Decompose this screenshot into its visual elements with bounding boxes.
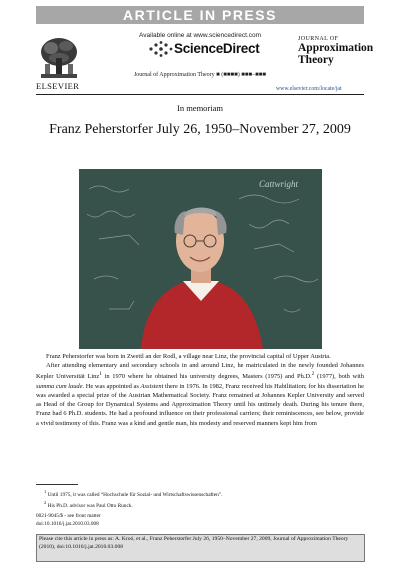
article-body <box>36 352 364 428</box>
available-online-text: Available online at www.sciencedirect.com <box>139 32 261 39</box>
journal-logo-title: Approximation Theory <box>298 42 374 66</box>
body-paragraph-2: After attending elementary and secondary schools in and around Linz, he matriculated in the newly founded Johannes Kepler Universität Linz$^1$ in 1970 where he obtained his university degrees, Masters (1975) and Ph.D.$^2$ (1977), both with summa cum laude. He was appointed as Assistent there in 1976. In 1982, Franz received his Habilitation; for his dissertation he was awarded a special prize of the Austrian Mathematical Society. Franz remained at Johannes Kepler University and served as Head of the Group for Dynamical Systems and Approximation Theory until his untimely death. During his tenure there, Franz had 6 Ph.D. students. He had a profound influence on their professional carriers; their reminiscences, see below, provide a vivid testimony of this. Franz was a kind and gentle man, his modesty and reserved manners kept him from <box>36 362 364 427</box>
journal-citation-line: Journal of Approximation Theory ■ (■■■■) ■■■–■■■ <box>133 72 267 78</box>
front-matter-info <box>36 513 101 528</box>
article-in-press-banner: ARTICLE IN PRESS <box>36 6 364 24</box>
portrait-photo <box>79 169 322 349</box>
article-title: Franz Peherstorfer July 26, 1950–November 27, 2009 <box>49 122 351 137</box>
body-paragraph-1: Franz Peherstorfer was born in Zwettl an der Rodl, a village near Linz, the provincial capital of Upper Austria. <box>46 353 331 360</box>
publisher-name: ELSEVIER <box>36 81 80 91</box>
journal-logo <box>298 36 374 66</box>
footnote-divider <box>36 484 78 485</box>
citation-box: Please cite this article in press as: A. Kroó, et al., Franz Peherstorfer July 26, 1950–November 27, 2009, Journal of Approximation Theory (2010), doi:10.1016/j.jat.2010.03.008 <box>36 534 365 562</box>
doi-line[interactable]: doi:10.1016/j.jat.2010.03.008 <box>36 520 99 527</box>
footnotes <box>36 488 364 511</box>
footnote-1: $^1$ Until 1975, it was called “Hochschule für Sozial- und Wirtschaftswissenschaften”. <box>44 489 223 498</box>
footnote-2: $^2$ His Ph.D. advisor was Paul Otto Runck. <box>44 500 133 510</box>
journal-url-link[interactable]: www.elsevier.com/locate/jat <box>276 86 342 92</box>
issn-line: 0021-9045/$ - see front matter <box>36 513 101 519</box>
sciencedirect-dots-icon <box>147 40 173 58</box>
header-divider <box>36 94 364 95</box>
journal-logo-small: JOURNAL OF <box>298 36 339 42</box>
sciencedirect-wordmark: ScienceDirect <box>174 41 260 56</box>
section-label: In memoriam <box>176 103 224 113</box>
svg-text:Cattwright: Cattwright <box>259 179 299 189</box>
